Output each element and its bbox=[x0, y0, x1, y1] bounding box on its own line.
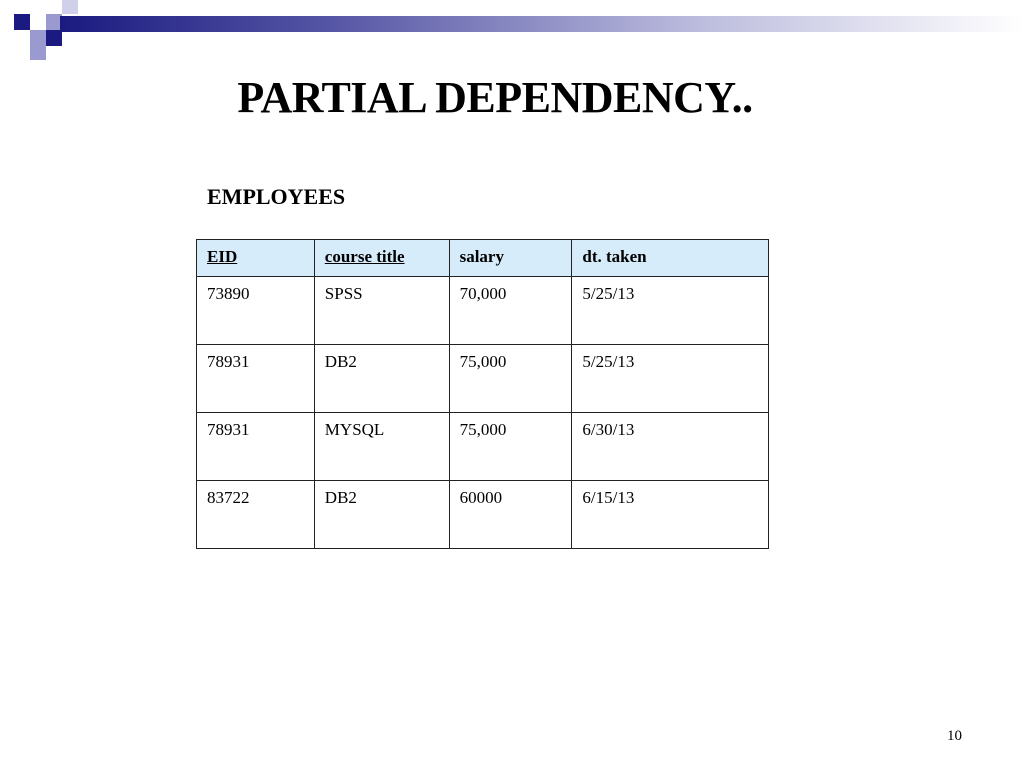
decor-square-lavender bbox=[30, 30, 46, 46]
column-header-label: dt. taken bbox=[582, 247, 647, 266]
table-caption: EMPLOYEES bbox=[207, 184, 346, 209]
column-header-label: EID bbox=[207, 247, 238, 266]
column-header-eid bbox=[197, 240, 315, 277]
column-header-label: salary bbox=[459, 247, 504, 266]
cell-course-title: SPSS bbox=[314, 277, 449, 345]
employees-table bbox=[196, 239, 769, 549]
cell-course-title: MYSQL bbox=[314, 413, 449, 481]
cell-course-title: DB2 bbox=[314, 345, 449, 413]
cell-salary: 75,000 bbox=[449, 413, 572, 481]
cell-salary: 75,000 bbox=[449, 345, 572, 413]
table-row bbox=[197, 277, 769, 345]
table-row bbox=[197, 413, 769, 481]
page-number: 10 bbox=[947, 728, 962, 744]
column-header-course-title bbox=[314, 240, 449, 277]
slide-title: PARTIAL DEPENDENCY.. bbox=[237, 73, 753, 122]
cell-dt-taken: 6/15/13 bbox=[572, 481, 769, 549]
table-row bbox=[197, 345, 769, 413]
cell-dt-taken: 5/25/13 bbox=[572, 345, 769, 413]
column-header-dt-taken bbox=[572, 240, 769, 277]
table-row bbox=[197, 481, 769, 549]
cell-salary: 60000 bbox=[449, 481, 572, 549]
header-gradient-bar bbox=[60, 16, 1024, 32]
decor-square-lavender bbox=[30, 46, 46, 60]
cell-eid: 78931 bbox=[197, 345, 315, 413]
decor-square-pale bbox=[62, 0, 78, 14]
column-header-label: course title bbox=[324, 247, 405, 266]
cell-eid: 83722 bbox=[197, 481, 315, 549]
cell-dt-taken: 6/30/13 bbox=[572, 413, 769, 481]
decor-square-navy bbox=[14, 14, 30, 30]
column-header-salary bbox=[449, 240, 572, 277]
cell-course-title: DB2 bbox=[314, 481, 449, 549]
table-header-row bbox=[197, 240, 769, 277]
cell-eid: 73890 bbox=[197, 277, 315, 345]
cell-dt-taken: 5/25/13 bbox=[572, 277, 769, 345]
cell-eid: 78931 bbox=[197, 413, 315, 481]
decor-square-navy bbox=[46, 30, 62, 46]
cell-salary: 70,000 bbox=[449, 277, 572, 345]
